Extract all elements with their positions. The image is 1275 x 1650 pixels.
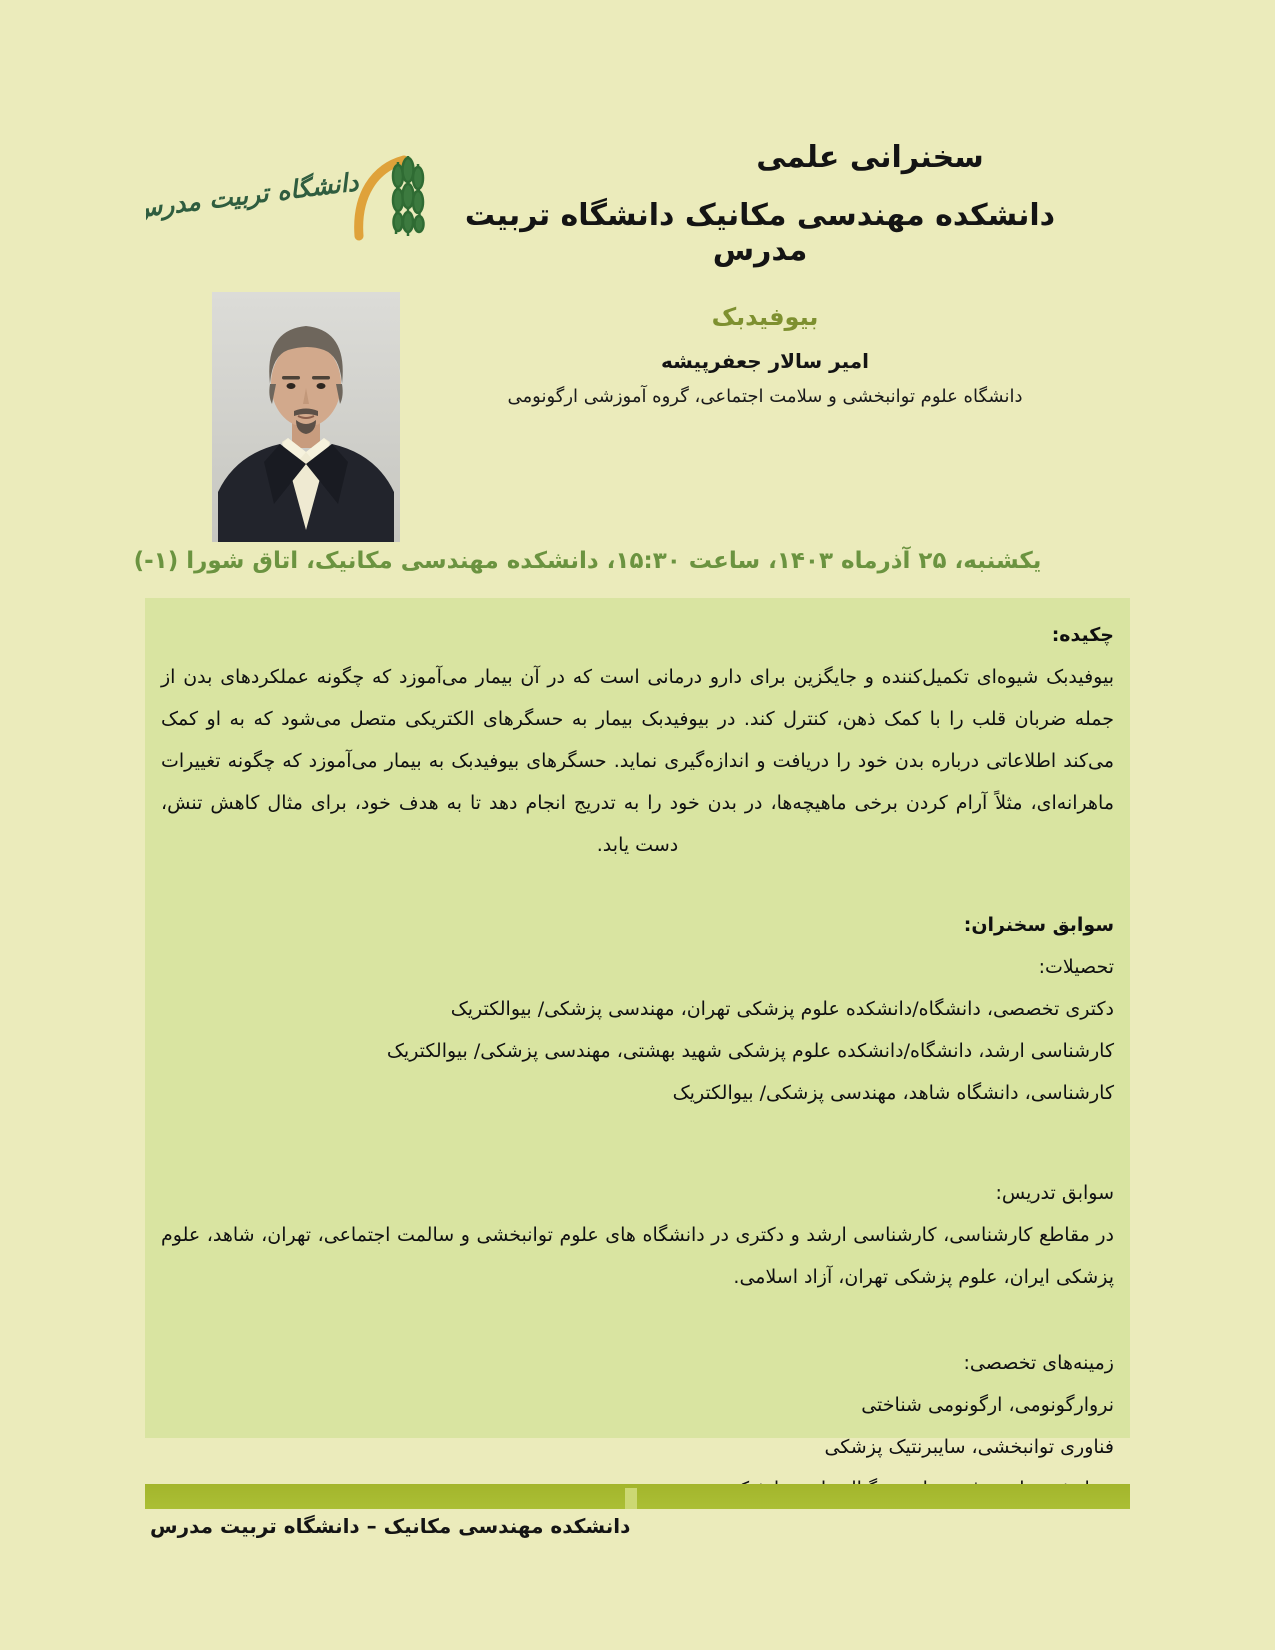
footer-text: دانشکده مهندسی مکانیک – دانشگاه تربیت مدرس [150,1514,631,1538]
abstract-body: بیوفیدبک شیوه‌ای تکمیل‌کننده و جایگزین برای دارو درمانی است که در آن بیمار می‌آموزد که چگونه عملکردهای بدن از جمله ضربان قلب را با کمک ذهن، کنترل کند. در بیوفیدبک بیمار به حسگرهای الکتریکی متصل می‌شود که به او کمک می‌کند اطلاعاتی درباره بدن خود را دریافت و اندازه‌گیری نماید. حسگرهای بیوفیدبک به بیمار می‌آموزد که چگونه تغییرات ماهرانه‌ای، مثلاً آرام کردن برخی ماهیچه‌ها، در بدن خود را به تدریج انجام دهد تا به هدف خود، برای مثال کاهش تنش، دست یابد. [161,666,1114,856]
footer-divider-bar [145,1484,1130,1509]
field-item: فناوری توانبخشی، سایبرنتیک پزشکی [824,1436,1114,1458]
footer-bar-notch [625,1488,637,1509]
page-subtitle: دانشکده مهندسی مکانیک دانشگاه تربیت مدرس [464,198,1056,268]
education-item: کارشناسی ارشد، دانشگاه/دانشکده علوم پزشکی شهید بهشتی، مهندسی پزشکی/ بیوالکتریک [386,1040,1114,1062]
teaching-section [161,1172,1114,1298]
content-box [145,598,1130,1458]
teaching-heading: سوابق تدریس: [995,1182,1114,1204]
field-item: نروارگونومی، ارگونومی شناختی [861,1394,1114,1416]
page-title: سخنرانی علمی [756,140,984,175]
talk-title: بیوفیدبک [711,303,819,331]
event-datetime-location: یکشنبه، ۲۵ آذرماه ۱۴۰۳، ساعت ۱۵:۳۰، دانشکده مهندسی مکانیک، اتاق شورا (۱-) [133,548,1042,574]
university-logo [146,138,436,248]
speaker-affiliation: دانشگاه علوم توانبخشی و سلامت اجتماعی، گروه آموزشی ارگونومی [507,386,1023,407]
teaching-body: در مقاطع کارشناسی، کارشناسی ارشد و دکتری در دانشگاه های علوم توانبخشی و سالمت اجتماعی، تهران، شاهد، علوم پزشکی ایران، علوم پزشکی تهران، آزاد اسلامی. [161,1224,1114,1288]
tarbiat-modares-logo-icon [146,138,436,248]
abstract-heading: چکیده: [1051,624,1114,646]
logo-calligraphy-text: دانشگاه تربیت مدرس [146,167,360,224]
speaker-info [400,303,1130,407]
education-item: دکتری تخصصی، دانشگاه/دانشکده علوم پزشکی تهران، مهندسی پزشکی/ بیوالکتریک [450,998,1114,1020]
speaker-background-heading: سوابق سخنران: [963,914,1114,936]
education-item: کارشناسی، دانشگاه شاهد، مهندسی پزشکی/ بیوالکتریک [672,1082,1114,1104]
speaker-photo [212,292,400,542]
education-heading: تحصیلات: [1038,956,1114,978]
fields-heading: زمینه‌های تخصصی: [963,1352,1114,1374]
speaker-name: امیر سالار جعفرپیشه [660,349,870,373]
